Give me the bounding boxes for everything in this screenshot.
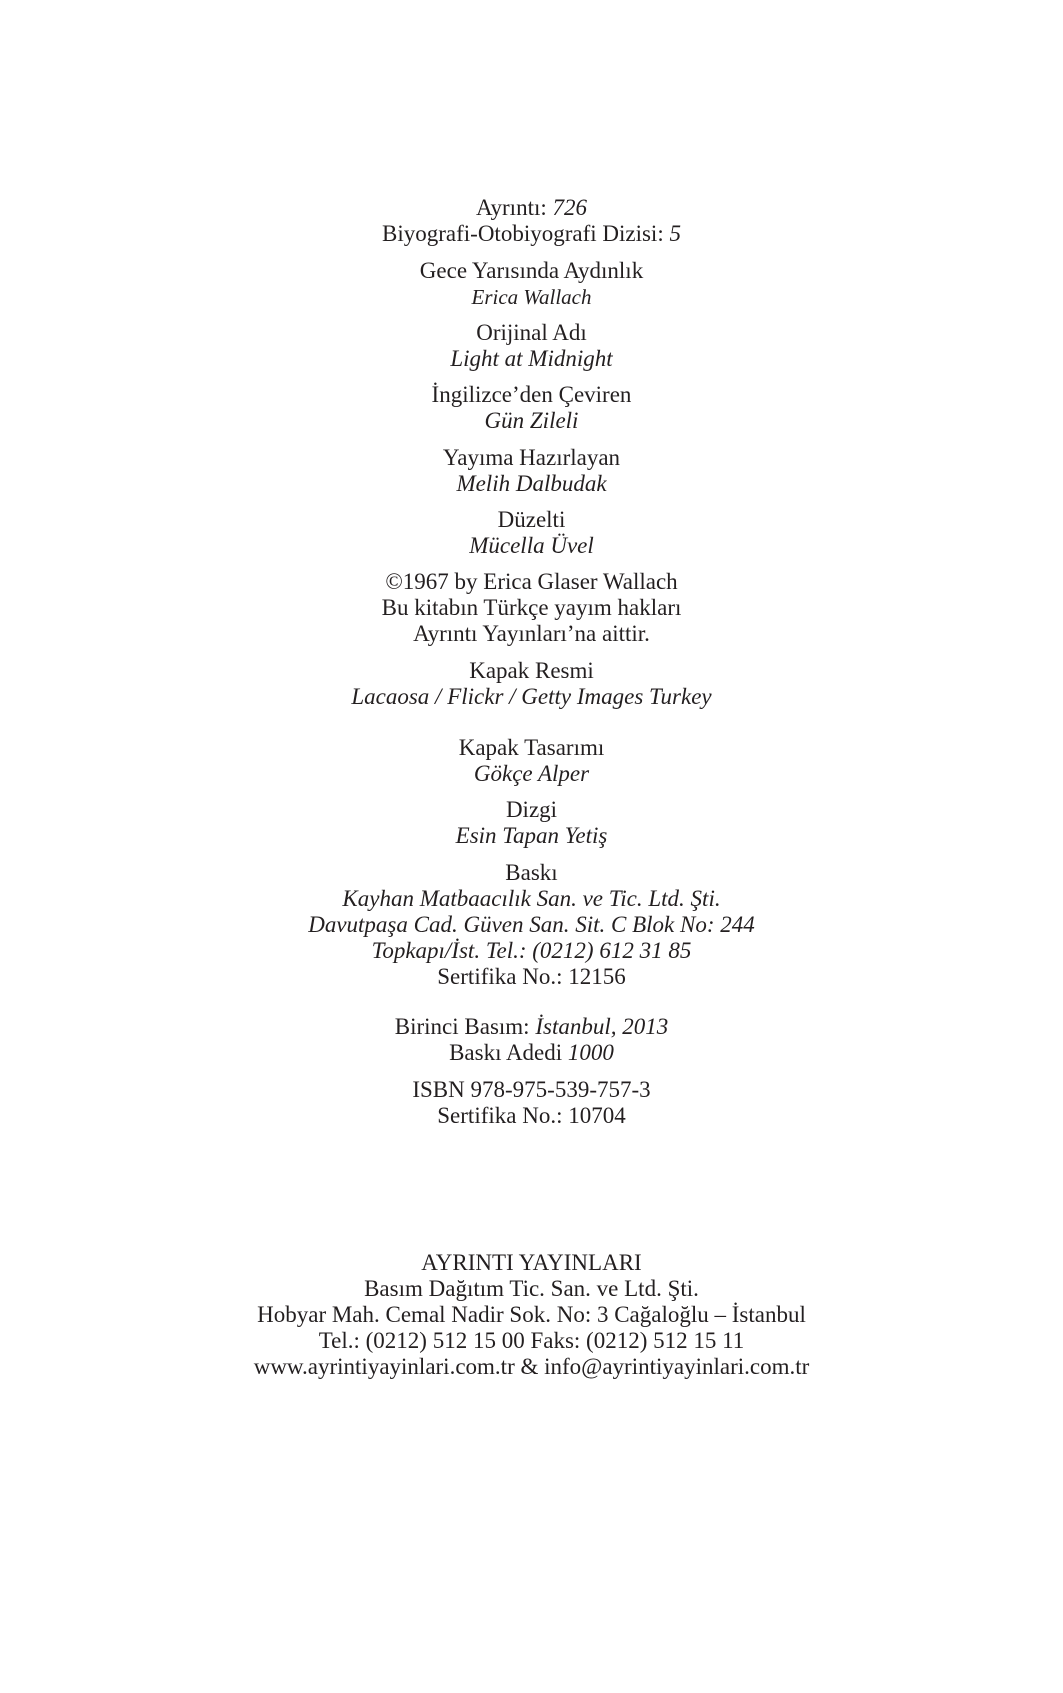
proofreading-value: Mücella Üvel [469,533,594,558]
copyright-line-1: ©1967 by Erica Glaser Wallach [385,569,678,594]
publisher-name: AYRINTI YAYINLARI [421,1250,642,1275]
original-title-label: Orijinal Adı [476,320,587,345]
cover-image-value: Lacaosa / Flickr / Getty Images Turkey [351,684,712,709]
original-title-value: Light at Midnight [450,346,613,371]
printing-label: Baskı [505,860,558,885]
book-author: Erica Wallach [471,285,592,309]
copyright-line-3: Ayrıntı Yayınları’na aittir. [413,621,650,646]
cover-image-label: Kapak Resmi [469,658,594,683]
publisher-certificate: Sertifika No.: 10704 [437,1103,626,1128]
typesetting-label: Dizgi [505,797,558,822]
series-line [0,194,1063,222]
collection-line [0,220,1063,248]
proofreading-label: Düzelti [497,507,566,532]
first-edition-label: Birinci Basım: [394,1014,530,1039]
publisher-company: Basım Dağıtım Tic. San. ve Ltd. Şti. [364,1276,699,1301]
translator-value: Gün Zileli [484,408,579,433]
editor-label: Yayıma Hazırlayan [442,445,621,470]
cover-design-value: Gökçe Alper [473,761,590,786]
print-run-label: Baskı Adedi [449,1040,563,1065]
first-edition-line [0,1013,1063,1041]
typesetting-value: Esin Tapan Yetiş [455,823,608,848]
series-number: 726 [552,195,587,220]
copyright-line-2: Bu kitabın Türkçe yayım hakları [381,595,682,620]
print-run-value: 1000 [567,1040,614,1065]
collection-label: Biyografi-Otobiyografi Dizisi: [382,221,664,246]
publisher-address: Hobyar Mah. Cemal Nadir Sok. No: 3 Cağaloğlu – İstanbul [257,1302,806,1327]
first-edition-value: İstanbul, 2013 [535,1014,669,1039]
cover-design-label: Kapak Tasarımı [458,735,605,760]
translator-label: İngilizce’den Çeviren [431,382,632,407]
printing-line-3: Topkapı/İst. Tel.: (0212) 612 31 85 [371,938,692,963]
publisher-web-email: www.ayrintiyayinlari.com.tr & info@ayrintiyayinlari.com.tr [253,1354,810,1379]
printing-certificate: Sertifika No.: 12156 [437,964,626,989]
printing-line-2: Davutpaşa Cad. Güven San. Sit. C Blok No: 244 [308,912,755,937]
printing-line-1: Kayhan Matbaacılık San. ve Tic. Ltd. Şti. [342,886,721,911]
print-run-line [0,1039,1063,1067]
publisher-phone: Tel.: (0212) 512 15 00 Faks: (0212) 512 15 11 [318,1328,745,1353]
book-title: Gece Yarısında Aydınlık [419,258,644,283]
series-label: Ayrıntı: [476,195,547,220]
collection-number: 5 [669,221,681,246]
isbn: ISBN 978-975-539-757-3 [412,1077,651,1102]
editor-value: Melih Dalbudak [456,471,607,496]
